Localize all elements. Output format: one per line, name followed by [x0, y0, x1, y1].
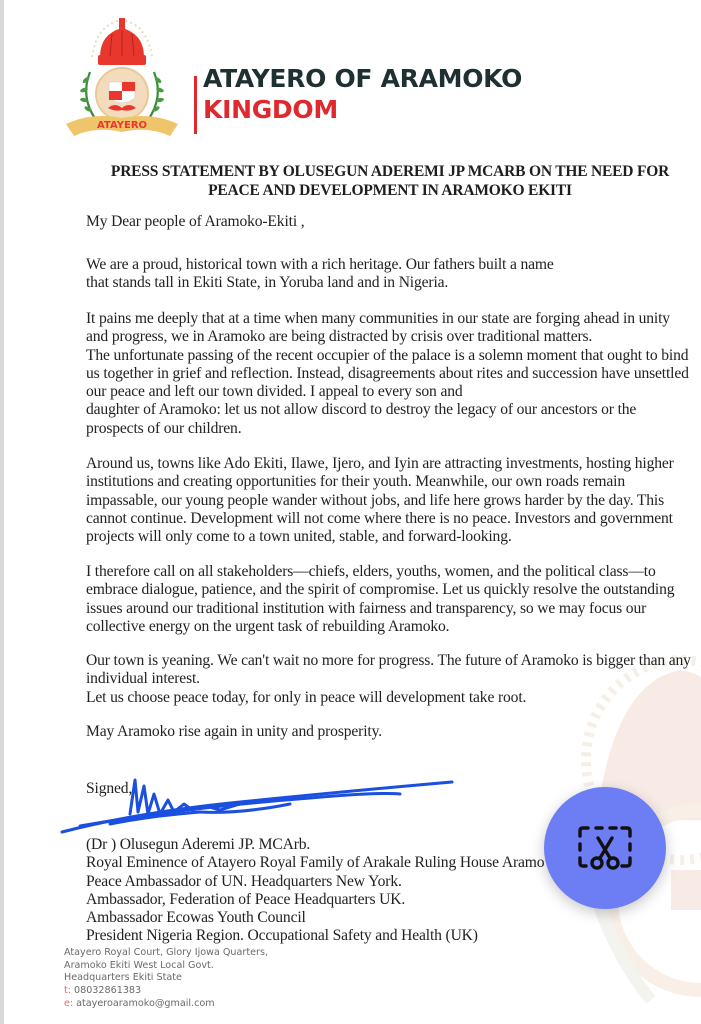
paragraph-closing	[86, 723, 382, 741]
header-divider	[194, 76, 197, 134]
text-line: issues around our traditional institution with fairness and transparency, so we may focus our	[86, 599, 647, 617]
footer-address-line: Atayero Royal Court, Glory Ijowa Quarters,	[64, 947, 268, 958]
text-line: Around us, towns like Ado Ekiti, Ilawe, Ijero, and Iyin are attracting investments, hosting higher	[86, 455, 674, 472]
signatory-title: Royal Eminence of Atayero Royal Family of Arakale Ruling House Aramo	[86, 854, 545, 872]
text-line: embrace dialogue, patience, and the spirit of compromise. Let us quickly resolve the outstanding	[86, 581, 675, 599]
text-line: It pains me deeply that at a time when many communities in our state are forging ahead in unity	[86, 310, 670, 327]
text-line: us together in grief and reflection. Instead, disagreements about rites and succession have unsettled	[86, 364, 689, 382]
letterhead-footer	[64, 947, 268, 1011]
text-line: May Aramoko rise again in unity and prosperity.	[86, 723, 382, 740]
footer-phone	[64, 985, 268, 998]
screenshot-crop-scissors-icon	[576, 824, 634, 872]
email-address: atayeroaramoko@gmail.com	[76, 997, 215, 1009]
letterhead	[62, 12, 622, 142]
paragraph-crisis	[86, 310, 689, 438]
signatory-title: Ambassador Ecowas Youth Council	[86, 909, 306, 927]
text-line: daughter of Aramoko: let us not allow discord to destroy the legacy of our ancestors or the	[86, 401, 637, 419]
kingdom-crest-logo	[62, 12, 182, 142]
org-kingdom: KINGDOM	[203, 95, 338, 124]
footer-address-line: Aramoko Ekiti West Local Govt.	[64, 959, 214, 971]
text-line: that stands tall in Ekiti State, in Yoruba land and in Nigeria.	[86, 274, 449, 292]
text-line: prospects of our children.	[86, 419, 242, 437]
text-line: individual interest.	[86, 670, 200, 688]
signatory-name: (Dr ) Olusegun Aderemi JP. MCArb.	[86, 836, 311, 853]
text-line: We are a proud, historical town with a rich heritage. Our fathers built a name	[86, 256, 554, 273]
signatory-block	[86, 836, 544, 946]
paragraph-heritage	[86, 256, 554, 293]
paragraph-peace	[86, 652, 691, 707]
title-line: PEACE AND DEVELOPMENT IN ARAMOKO EKITI	[208, 182, 572, 199]
text-line: Let us choose peace today, for only in peace will development take root.	[86, 688, 527, 706]
signatory-title: President Nigeria Region. Occupational Safety and Health (UK)	[86, 927, 478, 945]
text-line: I therefore call on all stakeholders—chiefs, elders, youths, women, and the political class—to	[86, 563, 656, 580]
footer-email	[64, 998, 268, 1011]
email-label: e:	[64, 997, 74, 1009]
phone-number: 08032861383	[74, 985, 142, 997]
handwritten-signature	[60, 772, 460, 837]
text-line: institutions and creating opportunities for their youth. Meanwhile, our own roads remain	[86, 473, 625, 491]
text-line: cannot continue. Development will not come where there is no peace. Investors and government	[86, 509, 673, 527]
paragraph-stakeholders	[86, 563, 674, 636]
text-line: The unfortunate passing of the recent occupier of the palace is a solemn moment that ought to bind	[86, 346, 689, 364]
signed-label: Signed,	[86, 780, 133, 797]
signatory-title: Peace Ambassador of UN. Headquarters New York.	[86, 872, 402, 890]
screenshot-crop-button[interactable]	[544, 787, 666, 909]
footer-address-line: Headquarters Ekiti State	[64, 972, 182, 984]
salutation: My Dear people of Aramoko-Ekiti ,	[86, 213, 305, 230]
paragraph-development	[86, 455, 674, 546]
crest-ribbon-text: ATAYERO	[96, 120, 148, 131]
text-line: Our town is yeaning. We can't wait no more for progress. The future of Aramoko is bigger than any	[86, 652, 691, 669]
text-line: projects will only come to a town united, stable, and forward-looking.	[86, 528, 512, 546]
phone-label: t:	[64, 985, 71, 997]
text-line: our peace and left our town divided. I appeal to every son and	[86, 383, 463, 401]
org-name: ATAYERO OF ARAMOKO	[203, 64, 523, 93]
text-line: collective energy on the urgent task of rebuilding Aramoko.	[86, 617, 450, 635]
text-line: impassable, our young people wander without jobs, and life here grows harder by the day. This	[86, 491, 665, 509]
title-line: PRESS STATEMENT BY OLUSEGUN ADEREMI JP MCARB ON THE NEED FOR	[110, 163, 670, 180]
press-statement-title	[90, 162, 690, 200]
signatory-title: Ambassador, Federation of Peace Headquarters UK.	[86, 890, 406, 908]
text-line: and progress, we in Aramoko are being distracted by crisis over traditional matters.	[86, 328, 593, 346]
page-left-edge	[0, 0, 4, 1024]
